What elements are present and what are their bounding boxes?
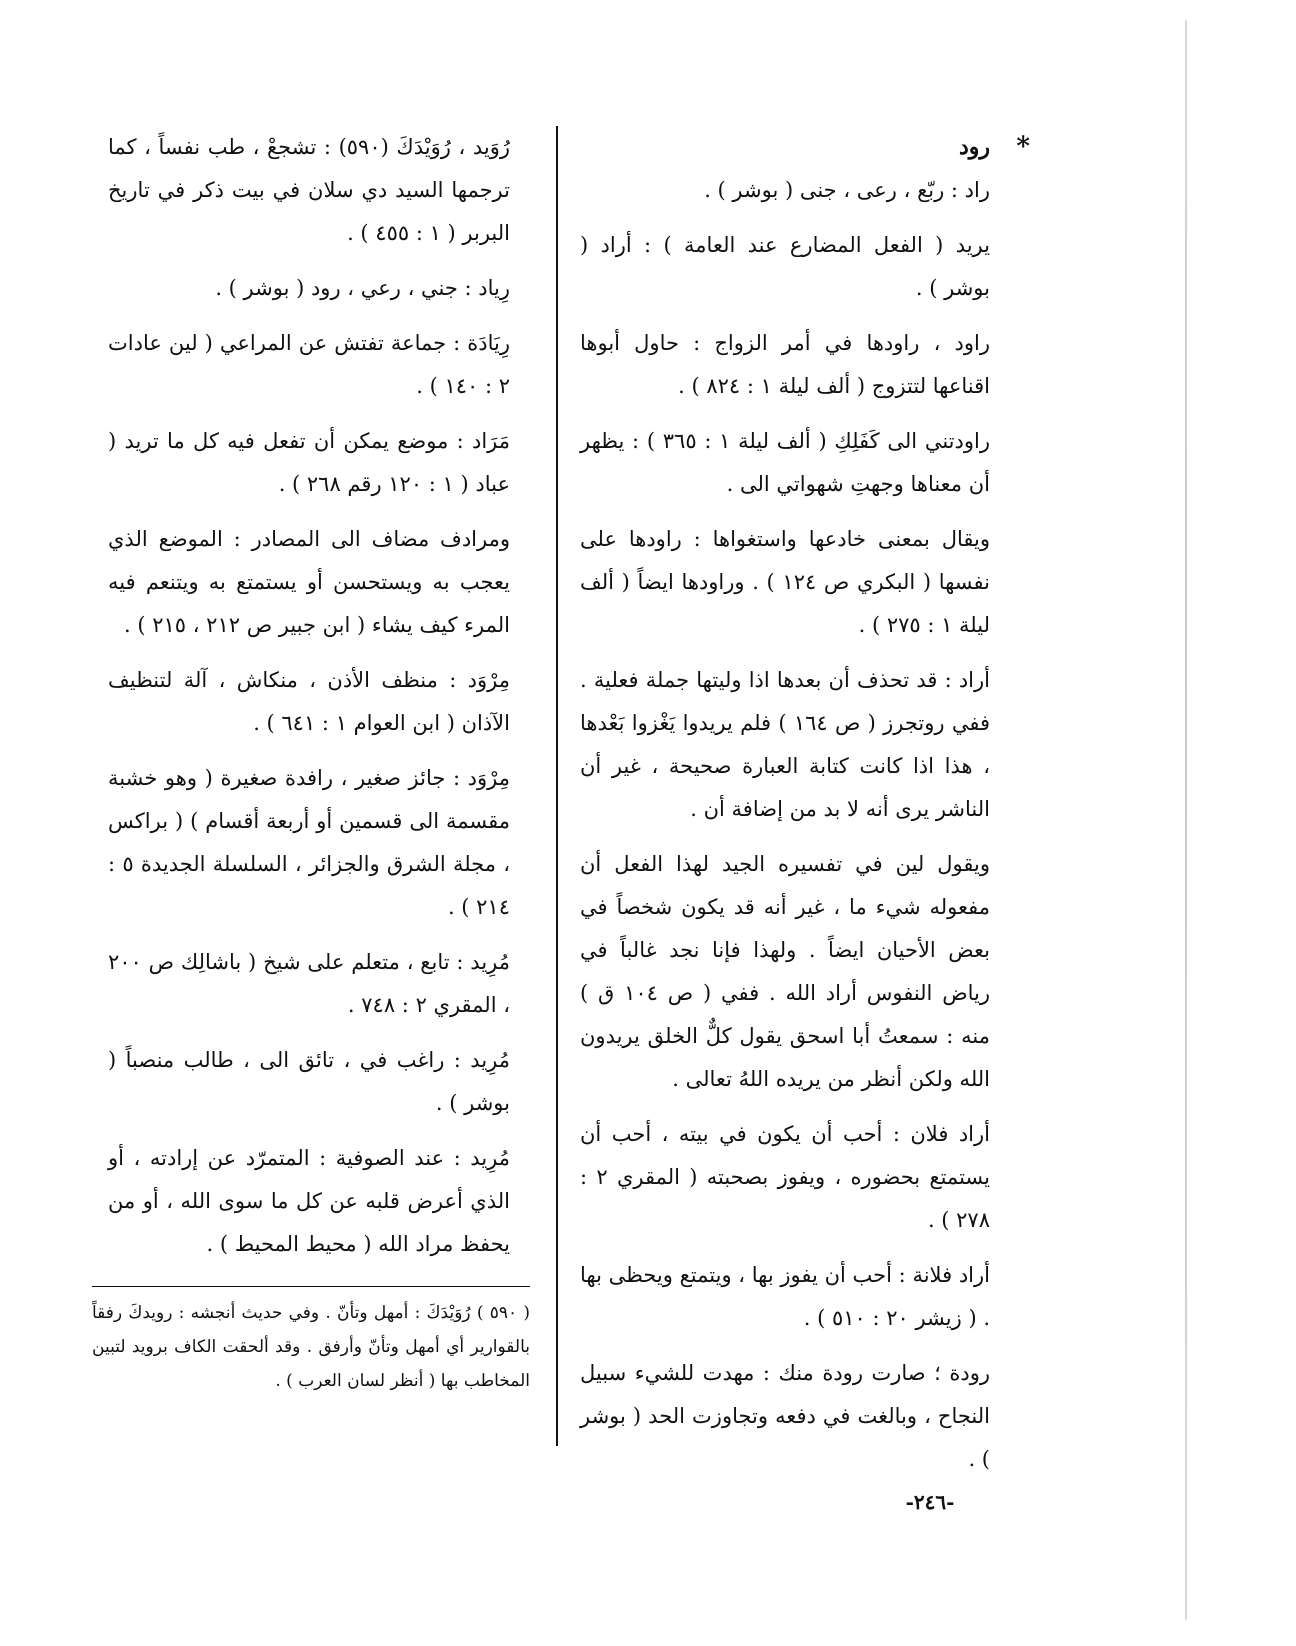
entry: أراد : قد تحذف أن بعدها اذا وليتها جملة فعلية . ففي روتجرز ( ص ١٦٤ ) فلم يريدوا يَغْزوا بَعْدها ، هذا اذا كانت كتابة العبارة صحيحة ، غير أن الناشر يرى أنه لا بد من إضافة أن . — [580, 668, 990, 821]
entry: يريد ( الفعل المضارع عند العامة ) : أراد ( بوشر ) . — [580, 233, 990, 300]
entry: ويقال بمعنى خادعها واستغواها : راودها على نفسها ( البكري ص ١٢٤ ) . وراودها ايضاً ( ألف ليلة ١ : ٢٧٥ ) . — [580, 527, 990, 637]
footnote: ( ٥٩٠ ) رُوَيْدَكَ : أمهل وتأنّ . وفي حديث أنجشه : رويدكَ رفقاً بالقوارير أي أمهل وتأنّ وأرفق . وقد ألحقت الكاف برويد لتبين المخاطب بها ( أنظر لسان العرب ) . — [92, 1303, 530, 1391]
entry: رودة ؛ صارت رودة منك : مهدت للشيء سبيل النجاح ، وبالغت في دفعه وتجاوزت الحد ( بوشر ) . — [580, 1361, 990, 1471]
entry: مُرِيد : تابع ، متعلم على شيخ ( باشالِك ص ٢٠٠ ، المقري ٢ : ٧٤٨ . — [108, 950, 510, 1017]
entry: مَرَاد : موضع يمكن أن تفعل فيه كل ما تريد ( عباد ( ١ : ١٢٠ رقم ٢٦٨ ) . — [108, 429, 510, 496]
entry: راود ، راودها في أمر الزواج : حاول أبوها اقناعها لتتزوج ( ألف ليلة ١ : ٨٢٤ ) . — [580, 331, 990, 398]
entry: ومرادف مضاف الى المصادر : الموضع الذي يعجب به ويستحسن أو يستمتع به ويتنعم فيه المرء كيف يشاء ( ابن جبير ص ٢١٢ ، ٢١٥ ) . — [108, 527, 510, 637]
column-divider — [556, 126, 558, 1446]
page-number: -٢٤٦- — [905, 1490, 955, 1514]
entry: رِياد : جني ، رعي ، رود ( بوشر ) . — [215, 276, 510, 300]
entry: أراد فلانة : أحب أن يفوز بها ، ويتمتع ويحظى بها . ( زيشر ٢٠ : ٥١٠ ) . — [580, 1263, 990, 1330]
entry: ويقول لين في تفسيره الجيد لهذا الفعل أن مفعوله شيء ما ، غير أنه قد يكون شخصاً في بعض الأحيان ايضاً . ولهذا فإنا نجد غالباً في رياض النفوس أراد الله . ففي ( ص ١٠٤ ق ) منه : سمعتُ أبا اسحق يقول كلٌّ الخلق يريدون الله ولكن أنظر من يريده اللهُ تعالى . — [580, 852, 990, 1091]
entry: راد : ربّع ، رعى ، جنى ( بوشر ) . — [704, 178, 990, 202]
right-column — [580, 126, 1030, 1493]
entry: مُرِيد : راغب في ، تائق الى ، طالب منصباً ( بوشر ) . — [108, 1048, 510, 1115]
headword: رود — [958, 134, 990, 160]
entry: أراد فلان : أحب أن يكون في بيته ، أحب أن يستمتع بحضوره ، ويفوز بصحبته ( المقري ٢ : ٢٧٨ ) . — [580, 1122, 990, 1232]
headword-asterisk: * — [1016, 132, 1030, 162]
entry: مِرْوَد : منظف الأذن ، منكاش ، آلة لتنظيف الآذان ( ابن العوام ١ : ٦٤١ ) . — [108, 668, 510, 735]
entry: رِيَادَة : جماعة تفتش عن المراعي ( لين عادات ٢ : ١٤٠ ) . — [108, 331, 510, 398]
scan-edge-line — [1185, 20, 1187, 1620]
left-column — [108, 126, 510, 1278]
footnote-rule — [92, 1286, 530, 1287]
entry: رُوَيد ، رُوَيْدَكَ (٥٩٠) : تشجعْ ، طب نفساً ، كما ترجمها السيد دي سلان في بيت ذكر في تاريخ البربر ( ١ : ٤٥٥ ) . — [108, 135, 510, 245]
entry: مُرِيد : عند الصوفية : المتمرّد عن إرادته ، أو الذي أعرض قلبه عن كل ما سوى الله ، أو من يحفظ مراد الله ( محيط المحيط ) . — [108, 1146, 510, 1256]
headword-row — [580, 126, 1030, 169]
entry: راودتني الى كَفَلِكِ ( ألف ليلة ١ : ٣٦٥ ) : يظهر أن معناها وجهتِ شهواتي الى . — [580, 429, 990, 496]
entry: مِرْوَد : جائز صغير ، رافدة صغيرة ( وهو خشبة مقسمة الى قسمين أو أربعة أقسام ) ( براكس ، مجلة الشرق والجزائر ، السلسلة الجديدة ٥ : ٢١٤ ) . — [108, 766, 510, 919]
